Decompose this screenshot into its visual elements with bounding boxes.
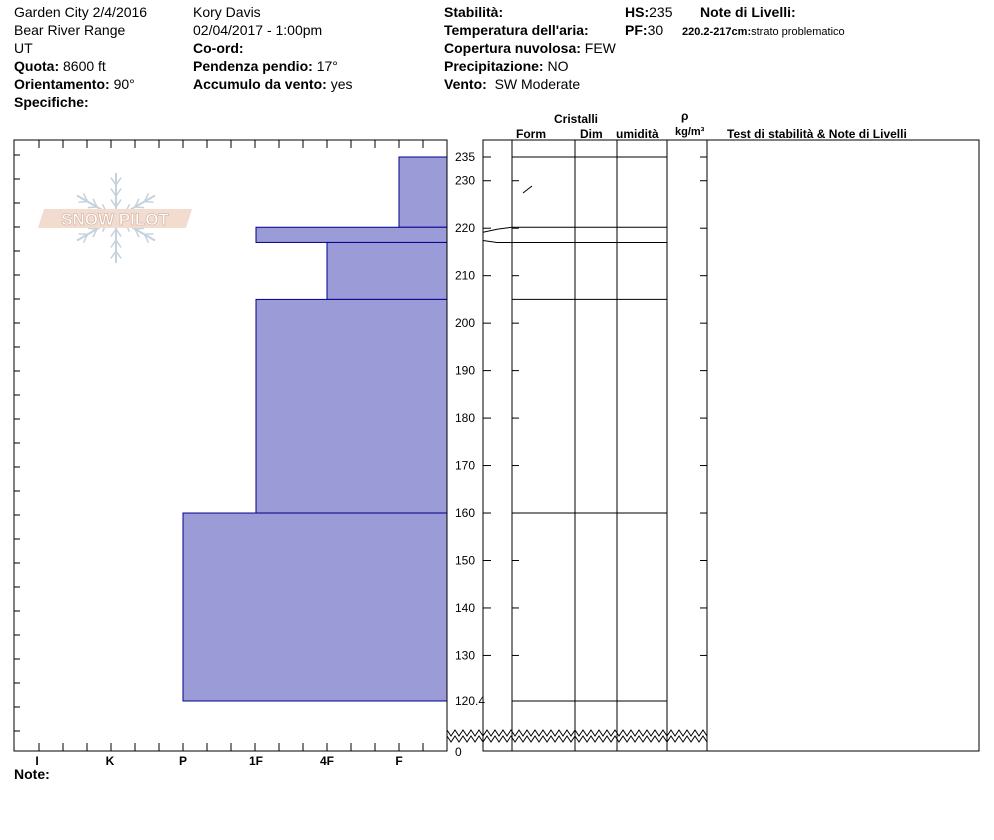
pf-value: 30 <box>647 22 664 38</box>
height-tick-label: 150 <box>455 553 476 568</box>
datetime: 02/04/2017 - 1:00pm <box>193 22 323 38</box>
layer-notes-label: Note di Livelli: <box>700 4 796 20</box>
rho-header: ρ <box>681 109 689 123</box>
hardness-tick-label: 1F <box>248 754 264 768</box>
snowflake-branch <box>145 234 154 235</box>
height-tick-label: 220 <box>455 221 476 236</box>
layer-table-border <box>483 140 979 751</box>
density-unit-header: kg/m³ <box>675 126 705 138</box>
size-header: Dim <box>580 127 603 141</box>
height-tick-label: 230 <box>455 173 476 188</box>
tests-header: Test di stabilità & Note di Livelli <box>727 127 907 141</box>
location: Garden City 2/4/2016 <box>14 4 148 20</box>
coord-label: Co-ord: <box>193 40 244 56</box>
observer: Kory Davis <box>193 4 261 20</box>
cloud-value: FEW <box>584 40 616 56</box>
form-header: Form <box>516 127 546 141</box>
wind-value: SW Moderate <box>494 76 581 92</box>
snowflake-branch <box>78 202 87 203</box>
crystals-header: Cristalli <box>554 112 599 126</box>
height-tick-label: 130 <box>455 648 476 663</box>
pf-label: PF: <box>625 22 648 38</box>
air-temp-label: Temperatura dell'aria: <box>444 22 589 38</box>
height-tick-label: 120.4 <box>455 694 486 708</box>
crystal-form-mark <box>523 186 532 193</box>
aspect-label: Orientamento: <box>14 76 110 92</box>
hardness-bar-1 <box>256 227 447 242</box>
hardness-tick-label: F <box>395 754 403 768</box>
layer-note-depth: 220.2-217cm: <box>682 26 752 38</box>
snowflake-branch <box>78 234 87 235</box>
range: Bear River Range <box>14 22 126 38</box>
hardness-bar-3 <box>256 299 447 513</box>
height-tick-label: 160 <box>455 506 476 521</box>
layer-note-text: strato problematico <box>751 26 845 38</box>
hs-value: 235 <box>649 4 673 20</box>
elevation-value: 8600 ft <box>63 58 106 74</box>
height-tick-label: 0 <box>455 745 462 759</box>
wind-loading-label: Accumulo da vento: <box>193 76 327 92</box>
moisture-header: umidità <box>616 127 659 141</box>
hardness-bars <box>183 157 447 701</box>
height-tick-label: 180 <box>455 411 476 426</box>
hs-label: HS: <box>625 4 650 20</box>
cloud-label: Copertura nuvolosa: <box>444 40 581 56</box>
height-tick-label: 140 <box>455 600 476 615</box>
height-tick-label: 170 <box>455 458 476 473</box>
specifics-label: Specifiche: <box>14 94 89 110</box>
hardness-bar-4 <box>183 513 447 701</box>
precip-value: NO <box>547 58 569 74</box>
height-tick-label: 235 <box>455 150 476 164</box>
axis-break-zigzag <box>447 736 707 742</box>
snowflake-branch <box>88 207 97 208</box>
hardness-tick-label: K <box>105 754 115 768</box>
hardness-bar-2 <box>327 242 447 299</box>
layer-connector <box>483 240 512 242</box>
logo-text: SNOW PILOT <box>61 210 169 229</box>
height-tick-label: 200 <box>455 316 476 331</box>
hardness-bar-0 <box>399 157 447 227</box>
stability-label: Stabilità: <box>444 4 504 20</box>
aspect-value: 90° <box>113 76 135 92</box>
state: UT <box>14 40 33 56</box>
wind-loading-value: yes <box>330 76 353 92</box>
elevation-label: Quota: <box>14 58 60 74</box>
chart-frame <box>14 140 979 751</box>
slope-label: Pendenza pendio: <box>193 58 313 74</box>
hardness-tick-label: 4F <box>319 754 335 768</box>
height-tick-label: 210 <box>455 268 476 283</box>
slope-value: 17° <box>316 58 338 74</box>
hardness-tick-label: I <box>35 754 39 768</box>
height-tick-label: 190 <box>455 363 476 378</box>
axis-break-zigzag <box>447 730 707 736</box>
snowflake-branch <box>145 202 154 203</box>
precip-label: Precipitazione: <box>444 58 544 74</box>
snow-pilot-logo <box>38 173 192 263</box>
hardness-tick-label: P <box>178 754 188 768</box>
wind-label: Vento: <box>444 76 487 92</box>
notes-label: Note: <box>14 766 50 782</box>
snowflake-branch <box>135 207 144 208</box>
